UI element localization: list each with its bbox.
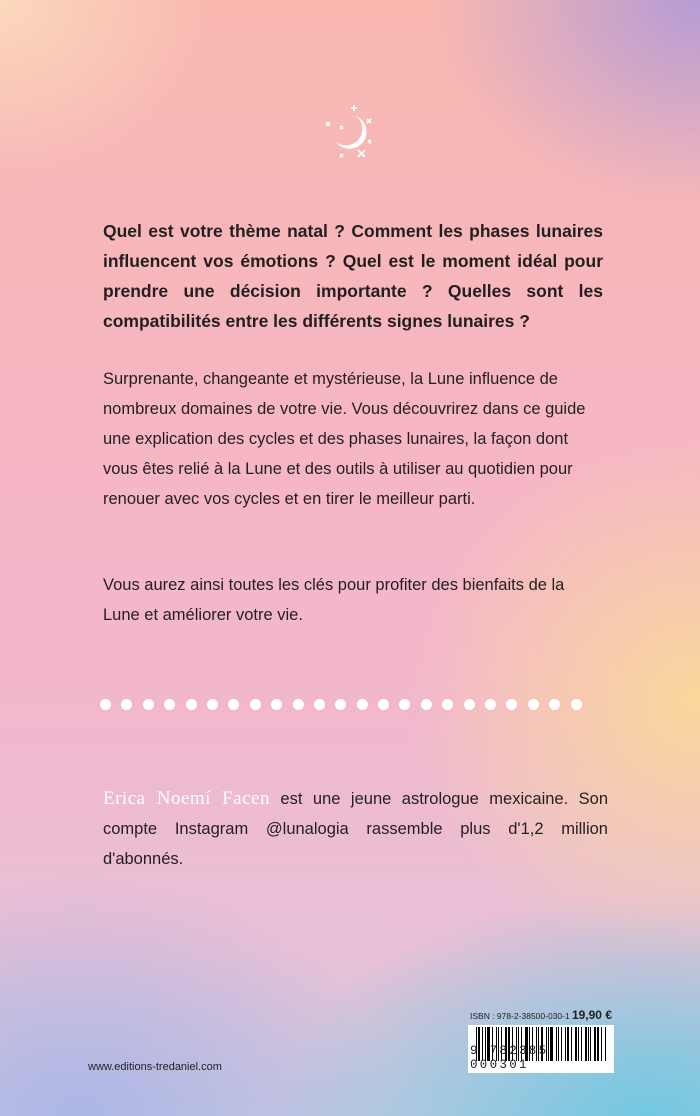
closing-paragraph: Vous aurez ainsi toutes les clés pour profiter des bienfaits de la Lune et améliorer votre vie. — [103, 576, 565, 624]
divider-dot — [164, 699, 175, 710]
divider-dot — [421, 699, 432, 710]
divider-dot — [186, 699, 197, 710]
divider-dot — [528, 699, 539, 710]
divider-dot — [571, 699, 582, 710]
divider-dot — [357, 699, 368, 710]
divider-dot — [293, 699, 304, 710]
author-bio — [103, 784, 608, 874]
author-name: Erica Noemí Facen — [103, 788, 270, 809]
intro-questions: Quel est votre thème natal ? Comment les phases lunaires influencent vos émotions ? Quel est le moment idéal pour prendre une décision importante ? Quelles sont les compatibilités entre les différents signes lunaires ? — [103, 221, 603, 331]
divider-dot — [121, 699, 132, 710]
divider-dot — [250, 699, 261, 710]
divider-dot — [335, 699, 346, 710]
isbn-barcode-block — [468, 1008, 614, 1073]
divider-dot — [464, 699, 475, 710]
publisher-website: www.editions-tredaniel.com — [88, 1061, 222, 1073]
barcode-digits: 9 782385 000301 — [470, 1044, 549, 1072]
divider-dot — [485, 699, 496, 710]
moon-stars-icon — [322, 102, 378, 166]
price: 19,90 € — [571, 1008, 612, 1022]
divider-dot — [378, 699, 389, 710]
divider-dot — [506, 699, 517, 710]
divider-dot — [207, 699, 218, 710]
barcode — [468, 1025, 614, 1073]
divider-dot — [271, 699, 282, 710]
divider-dot — [399, 699, 410, 710]
description-paragraph: Surprenante, changeante et mystérieuse, la Lune influence de nombreux domaines de votre vie. Vous découvrirez dans ce guide une explication des cycles et des phases lunaires, la façon dont vous êtes relié à la Lune et des outils à utiliser au quotidien pour renouer avec vos cycles et en tirer le meilleur parti. — [103, 370, 586, 508]
divider-dot — [143, 699, 154, 710]
divider-dot — [442, 699, 453, 710]
divider-dot — [314, 699, 325, 710]
divider-dot — [228, 699, 239, 710]
divider-dot — [549, 699, 560, 710]
dot-divider — [100, 699, 582, 710]
author-bio-text: est une jeune astrologue mexicaine. Son compte Instagram @lunalogia rassemble plus d'1,2 million d'abonnés. — [103, 790, 609, 868]
isbn-number: ISBN : 978-2-38500-030-1 — [470, 1011, 570, 1021]
divider-dot — [100, 699, 111, 710]
